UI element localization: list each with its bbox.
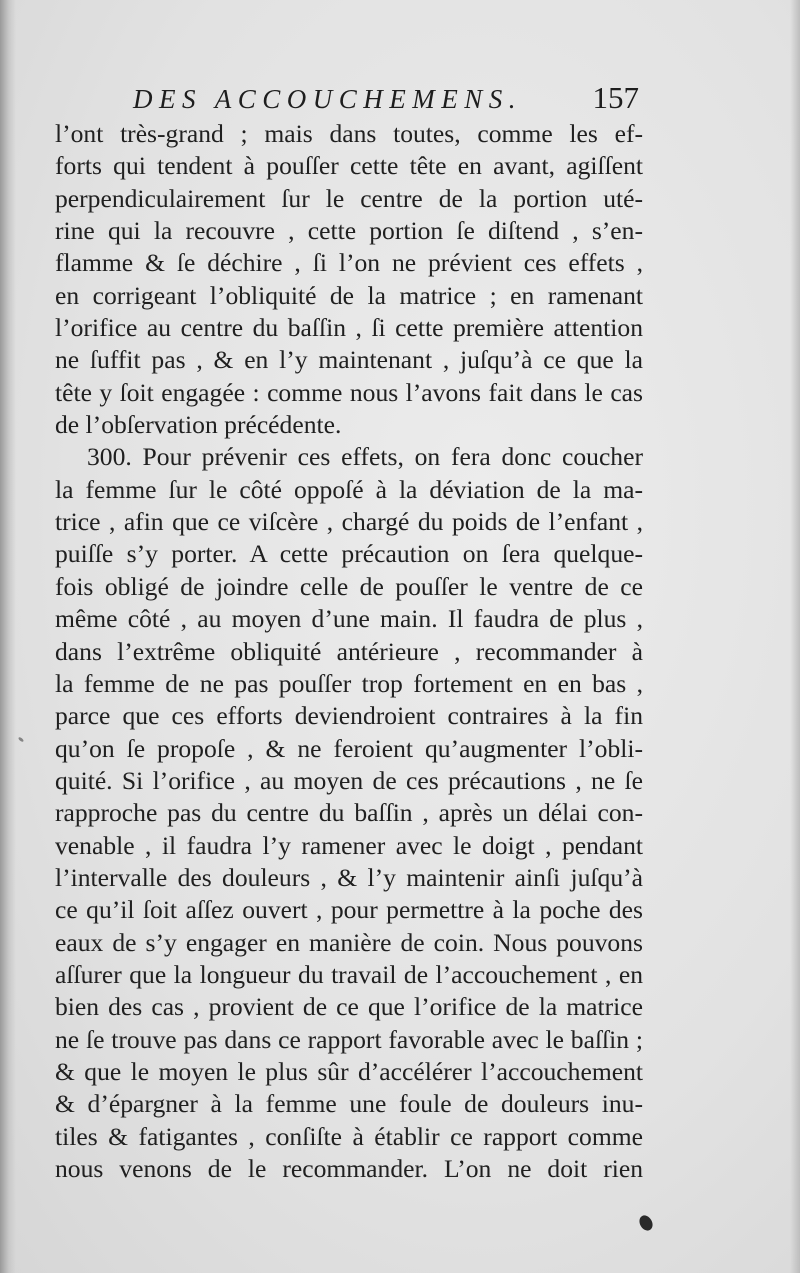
text-line: ne ſuffit pas , & en l’y maintenant , juſqu’à ce que la [55,345,643,375]
text-line: flamme & ſe déchire , ſi l’on ne prévient ces effets , [55,248,643,278]
text-line: & d’épargner à la femme une foule de douleurs inu- [55,1089,643,1119]
running-title: DES ACCOUCHEMENS. [133,84,523,114]
text-line: rine qui la recouvre , cette portion ſe diſtend , s’en- [55,216,643,246]
text-line: eaux de s’y engager en manière de coin. Nous pouvons [55,927,643,957]
text-line: forts qui tendent à pouſſer cette tête en avant, agiſſent [55,151,643,181]
text-line: quité. Si l’orifice , au moyen de ces précautions , ne ſe [55,765,643,795]
text-line: fois obligé de joindre celle de pouſſer le ventre de ce [55,571,643,601]
text-line: nous venons de le recommander. L’on ne doit rien [55,1154,643,1183]
text-line: rapproche pas du centre du baſſin , après un délai con- [55,798,643,828]
text-line: ne ſe trouve pas dans ce rapport favorable avec le baſſin ; [55,1024,643,1054]
text-line: & que le moyen le plus sûr d’accélérer l’accouchement [55,1056,643,1086]
text-line: perpendiculairement ſur le centre de la portion uté- [55,183,643,213]
text-line: ce qu’il ſoit aſſez ouvert , pour permettre à la poche des [55,895,643,925]
body-text [55,118,643,1185]
text-line: bien des cas , provient de ce que l’orifice de la matrice [55,992,643,1022]
text-line: l’intervalle des douleurs , & l’y maintenir ainſi juſqu’à [55,862,643,892]
binding-shadow [0,0,16,1273]
ink-blot [637,1213,655,1233]
ink-speck [18,736,25,742]
text-line: l’orifice au centre du baſſin , ſi cette première attention [55,313,643,343]
text-line: en corrigeant l’obliquité de la matrice ; en ramenant [55,280,643,310]
text-line: l’ont très-grand ; mais dans toutes, comme les ef- [55,119,643,148]
text-line: dans l’extrême obliquité antérieure , recommander à [55,636,643,666]
paragraph-start-line: 300. Pour prévenir ces effets, on fera donc coucher [87,442,643,472]
text-line: qu’on ſe propoſe , & ne feroient qu’augmenter l’obli- [55,733,643,763]
text-line: trice , afin que ce viſcère , chargé du poids de l’enfant , [55,507,643,537]
text-line: la femme de ne pas pouſſer trop fortement en en bas , [55,668,643,698]
paragraph-end-line: de l’obſervation précédente. [55,410,342,440]
text-line: tiles & fatigantes , conſiſte à établir ce rapport comme [55,1121,643,1151]
page-number: 157 [592,80,639,115]
text-line: parce que ces efforts deviendroient contraires à la fin [55,701,643,731]
page-edge-shadow [790,0,800,1273]
text-line: même côté , au moyen d’une main. Il faudra de plus , [55,604,643,634]
running-head [133,80,653,120]
text-line: puiſſe s’y porter. A cette précaution on ſera quelque- [55,539,643,569]
text-line: venable , il faudra l’y ramener avec le doigt , pendant [55,830,643,860]
text-line: la femme ſur le côté oppoſé à la déviation de la ma- [55,474,643,504]
text-line: aſſurer que la longueur du travail de l’accouchement , en [55,959,643,989]
text-line: tête y ſoit engagée : comme nous l’avons fait dans le cas [55,377,643,407]
